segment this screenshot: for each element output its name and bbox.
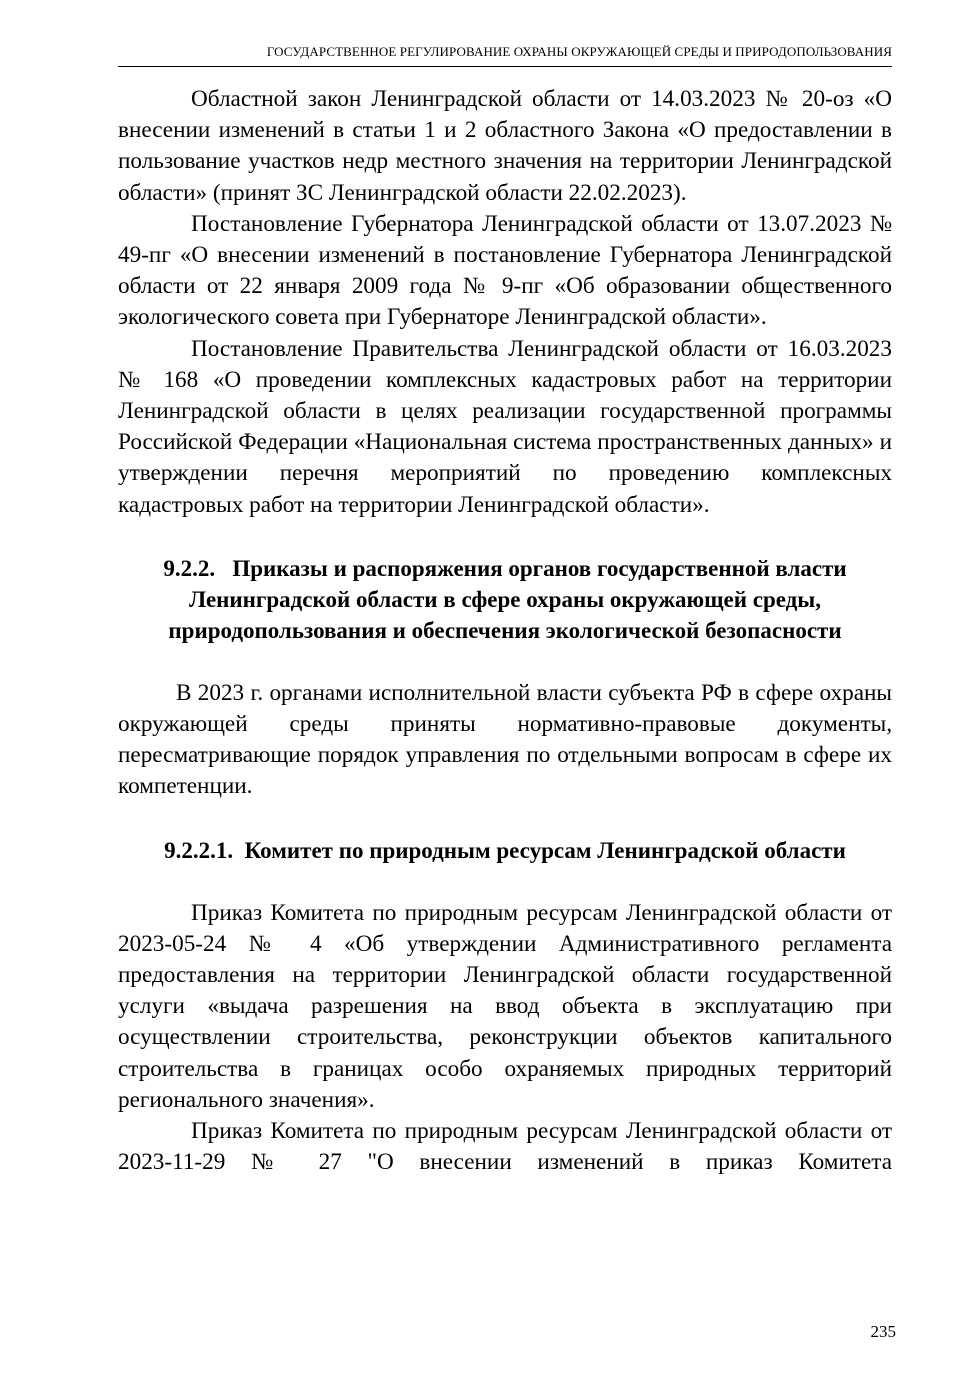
running-header: ГОСУДАРСТВЕННОЕ РЕГУЛИРОВАНИЕ ОХРАНЫ ОКРУЖАЮЩЕЙ СРЕДЫ И ПРИРОДОПОЛЬЗОВАНИЯ [266,44,892,59]
paragraph-regional-law: Областной закон Ленинградской области от 14.03.2023 № 20-оз «О внесении изменений в статьи 1 и 2 областного Закона «О предоставлении в пользование участков недр местного значения на территории Ленинградской области» (принят ЗС Ленинградской области 22.02.2023). [118,86,892,206]
section-heading-line: Ленинградской области в сфере охраны окружающей среды, [188,586,821,612]
section-heading-9-2-2 [118,553,892,646]
paragraph-government-decree: Постановление Правительства Ленинградской области от 16.03.2023 № 168 «О проведении комплексных кадастровых работ на территории Ленинградской области в целях реализации государственной программы Российской Федерации «Национальная система пространственных данных» и утверждении перечня мероприятий по проведению комплексных кадастровых работ на территории Ленинградской области». [118,335,892,518]
paragraph-order-4: Приказ Комитета по природным ресурсам Ленинградской области от 2023-05-24 № 4 «Об утверждении Административного регламента предоставления на территории Ленинградской области государственной услуги «выдача разрешения на ввод объекта в эксплуатацию при осуществлении строительства, реконструкции объектов капитального строительства в границах особо охраняемых природных территорий регионального значения». [118,899,892,1113]
page-number: 235 [870,1322,896,1341]
page-body [118,84,892,1178]
paragraph-section-intro: В 2023 г. органами исполнительной власти субъекта РФ в сфере охраны окружающей среды приняты нормативно-правовые документы, пересматривающие порядок управления по отдельными вопросам в сфере их компетенции. [118,679,892,800]
section-heading-line: 9.2.2. Приказы и распоряжения органов государственной власти [163,555,847,581]
section-heading-line: природопользования и обеспечения экологической безопасности [168,617,842,643]
paragraph-governor-decree: Постановление Губернатора Ленинградской области от 13.07.2023 № 49-пг «О внесении изменений в постановление Губернатора Ленинградской области от 22 января 2009 года № 9-пг «Об образовании общественного экологического совета при Губернаторе Ленинградской области». [118,210,892,331]
section-heading-9-2-2-1: 9.2.2.1. Комитет по природным ресурсам Ленинградской области [164,837,846,863]
header-rule [118,66,892,67]
paragraph-order-27: Приказ Комитета по природным ресурсам Ленинградской области от 2023-11-29 № 27 "О внесении изменений в приказ Комитета [118,1118,892,1176]
